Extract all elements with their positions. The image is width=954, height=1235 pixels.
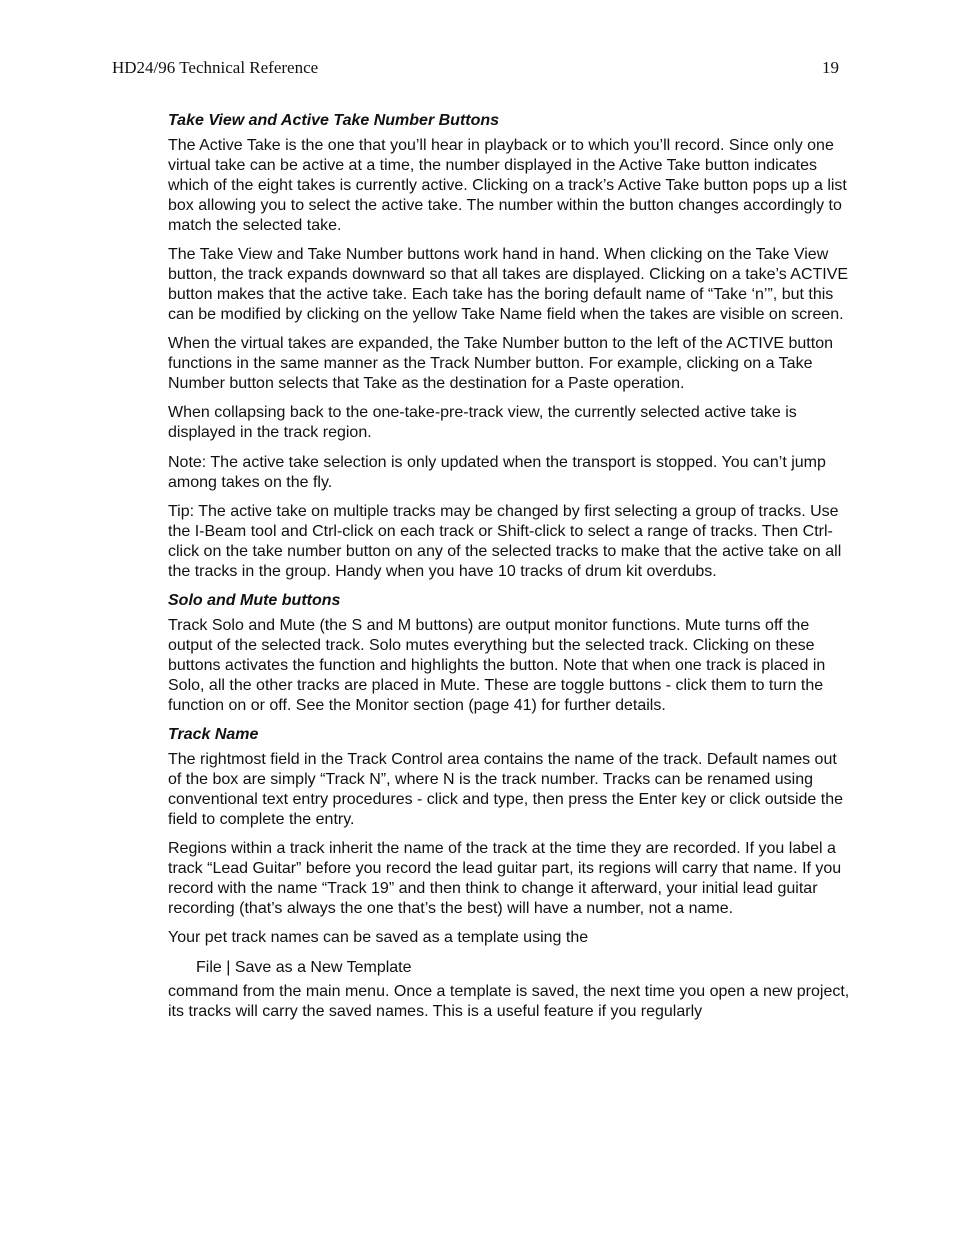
paragraph: command from the main menu. Once a template is saved, the next time you open a new project, its tracks will carry the saved names. This is a useful feature if you regularly xyxy=(168,983,850,1021)
paragraph: The Active Take is the one that you’ll hear in playback or to which you’ll record. Since only one virtual take can be active at a time, the number displayed in the Active Take button indicates which of the eight takes is currently active. Clicking on a track’s Active Take button pops up a list box allowing you to select the active take. The number within the button changes accordingly to match the selected take. xyxy=(168,137,847,234)
document-title: HD24/96 Technical Reference xyxy=(112,58,319,77)
paragraph: When the virtual takes are expanded, the Take Number button to the left of the ACTIVE button functions in the same manner as the Track Number button. For example, clicking on a Take Number button selects that Take as the destination for a Paste operation. xyxy=(168,335,833,392)
paragraph: The rightmost field in the Track Control area contains the name of the track. Default names out of the box are simply “Track N”, where N is the track number. Tracks can be renamed using conventional text entry procedures - click and type, then press the Enter key or click outside the field to complete the entry. xyxy=(168,751,844,828)
section-heading-track-name: Track Name xyxy=(168,726,259,744)
page-header xyxy=(112,57,839,79)
tip-paragraph: Tip: The active take on multiple tracks may be changed by first selecting a group of tracks. Use the I-Beam tool and Ctrl-click on each track or Shift-click to select a range of tracks. Then Ctrl-click on the take number button on any of the selected tracks to make that the active take on all the tracks in the group. Handy when you have 10 tracks of drum kit overdubs. xyxy=(168,503,842,580)
paragraph: Regions within a track inherit the name of the track at the time they are recorded. If you label a track “Lead Guitar” before you record the lead guitar part, its regions will carry that name. If you record with the name “Track 19” and then think to change it afterward, your initial lead guitar recording (that’s always the one that’s the best) will have a number, not a name. xyxy=(168,840,842,917)
paragraph: Track Solo and Mute (the S and M buttons) are output monitor functions. Mute turns off the output of the selected track. Solo mutes everything but the selected track. Clicking on these buttons activates the function and highlights the button. Note that when one track is placed in Solo, all the other tracks are placed in Mute. These are toggle buttons - click them to turn the function on or off. See the Monitor section (page 41) for further details. xyxy=(168,617,826,714)
page-content xyxy=(168,111,854,1032)
page-number: 19 xyxy=(822,58,839,77)
paragraph: The Take View and Take Number buttons work hand in hand. When clicking on the Take View button, the track expands downward so that all takes are displayed. Clicking on a take’s ACTIVE button makes that the active take. Each take has the boring default name of “Take ‘n’”, but this can be modified by clicking on the yellow Take Name field when the takes are visible on screen. xyxy=(168,246,849,323)
menu-command: File | Save as a New Template xyxy=(196,959,412,977)
section-heading-solo-mute: Solo and Mute buttons xyxy=(168,592,341,610)
paragraph: Your pet track names can be saved as a template using the xyxy=(168,929,589,947)
paragraph: When collapsing back to the one-take-pre-track view, the currently selected active take is displayed in the track region. xyxy=(168,404,797,442)
note-paragraph: Note: The active take selection is only updated when the transport is stopped. You can’t jump among takes on the fly. xyxy=(168,453,826,491)
section-heading-take-view: Take View and Active Take Number Buttons xyxy=(168,112,500,129)
